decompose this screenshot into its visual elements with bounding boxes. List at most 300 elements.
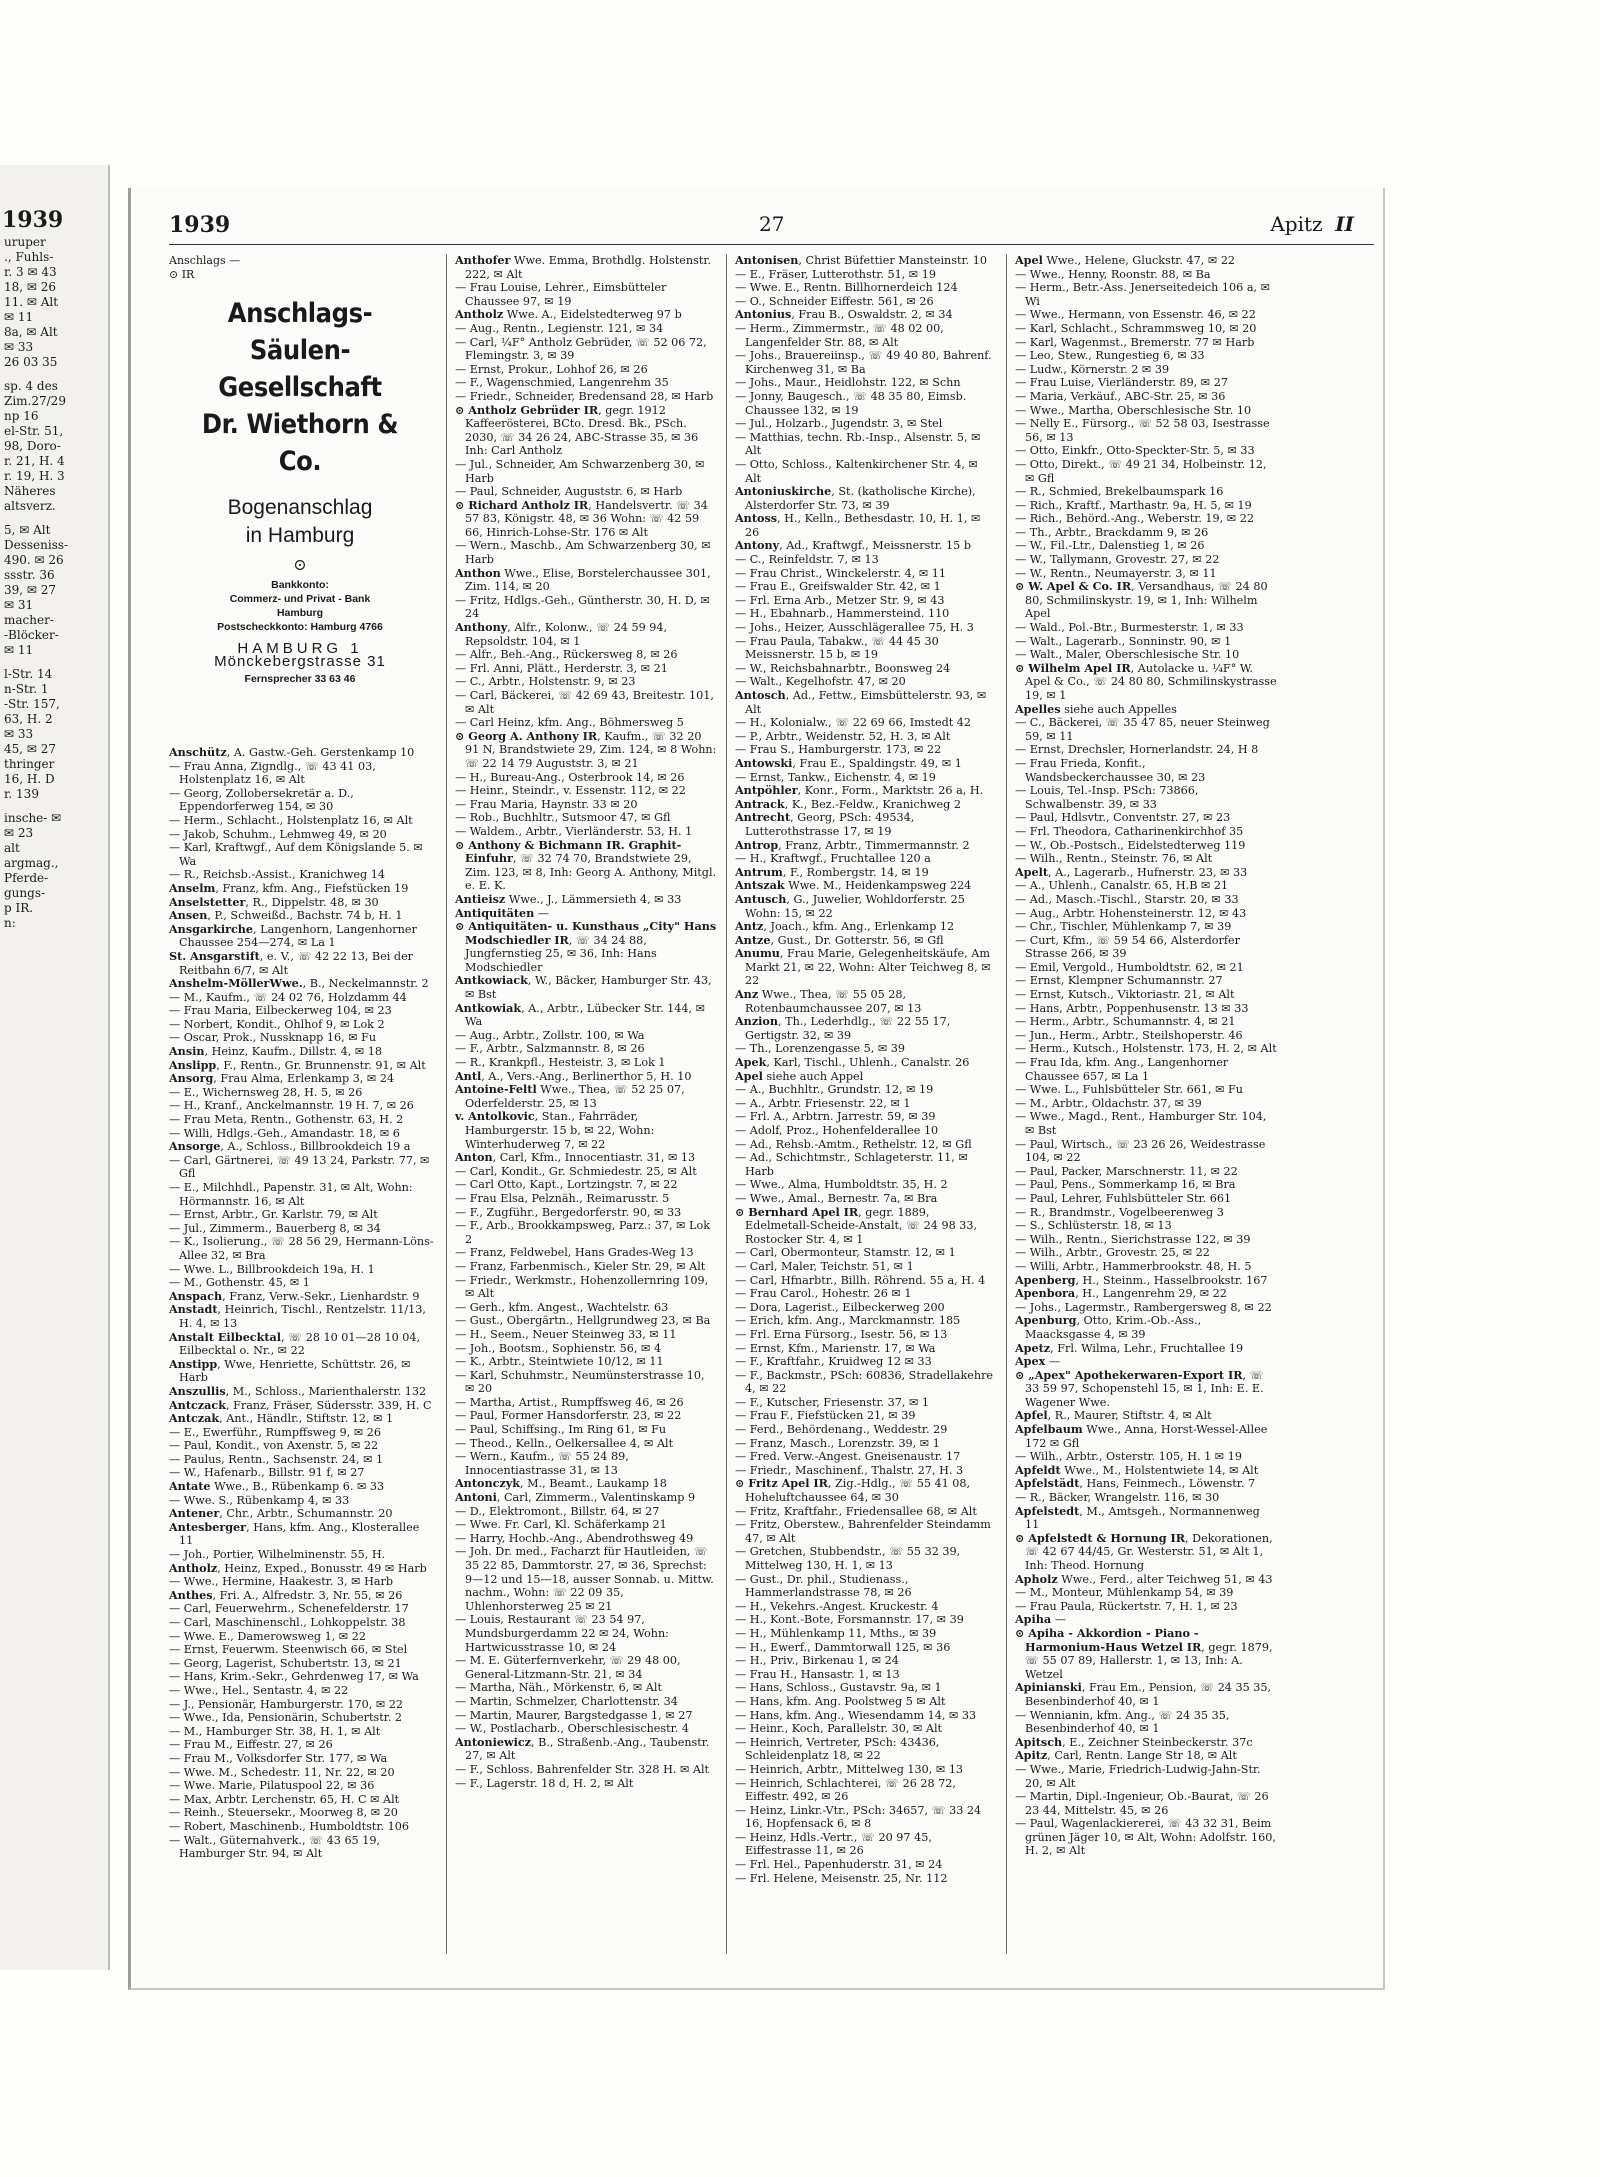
left-page-fragment: 39, ✉ 27 [4,583,57,597]
directory-entry: — Otto, Schloss., Kaltenkirchener Str. 4, ✉ Alt [735,457,978,485]
directory-entry: — Paul, Hdlsvtr., Conventstr. 27, ✉ 23 [1015,811,1231,825]
directory-entry: — Heinz, Linkr.-Vtr., PSch: 34657, ☏ 33 24 16, Hopfensack 6, ✉ 8 [735,1803,982,1831]
directory-entry: Ansen, P., Schweißd., Bachstr. 74 b, H. 1 [169,908,403,923]
left-page-fragment: macher- [4,613,54,627]
ad-subtitle [169,494,431,550]
directory-entry: — Carl, Bäckerei, ☏ 42 69 43, Breitestr. 101, ✉ Alt [455,689,714,716]
directory-entry: — Hans, kfm. Ang., Wiesendamm 14, ✉ 33 [735,1708,977,1722]
directory-entry: v. Antolkovic, Stan., Fahrräder, Hamburgerstr. 15 b, ✉ 22, Wohn: Winterhuderweg 7, ✉ 22 [455,1109,655,1151]
directory-entry: — Johs., Maur., Heidlohstr. 122, ✉ Schn [735,376,961,390]
directory-entry: — Wwe. L., Fuhlsbütteler Str. 661, ✉ Fu [1015,1083,1243,1097]
directory-entry: — K., Arbtr., Steintwiete 10/12, ✉ 11 [455,1355,664,1369]
left-page-fragment: alt [4,841,20,855]
directory-entry: — C., Reinfeldstr. 7, ✉ 13 [735,553,879,567]
directory-entry: — R., Schmied, Brekelbaumspark 16 [1015,485,1224,499]
directory-entry: Anzion, Th., Lederhdlg., ☏ 22 55 17, Gertigstr. 32, ✉ 39 [735,1014,951,1042]
directory-entry: Apfelbaum Wwe., Anna, Horst-Wessel-Allee 172 ✉ Gfl [1015,1422,1268,1450]
directory-entry: — H., Priv., Birkenau 1, ✉ 24 [735,1654,899,1668]
directory-entry: — W., Postlacharb., Oberschlesischestr. 4 [455,1722,690,1736]
directory-entry: — Herm., Betr.-Ass. Jenerseitedeich 106 a, ✉ Wi [1015,281,1271,308]
directory-entry: Apitsch, E., Zeichner Steinbeckerstr. 37c [1015,1734,1253,1749]
directory-entry: — Norbert, Kondit., Ohlhof 9, ✉ Lok 2 [169,1017,385,1031]
directory-entry: — H., Kranf., Anckelmannstr. 19 H. 7, ✉ 26 [169,1099,414,1113]
directory-entry: Apelles siehe auch Appelles [1015,701,1177,716]
directory-entry: — W., Rentn., Neumayerstr. 3, ✉ 11 [1015,566,1217,580]
directory-entry: — F., Zugführ., Bergedorferstr. 90, ✉ 33 [455,1205,682,1219]
directory-entry: Antoni, Carl, Zimmerm., Valentinskamp 9 [455,1490,696,1505]
directory-entry: — P., Arbtr., Weidenstr. 52, H. 3, ✉ Alt [735,729,951,743]
directory-entry: — Carl, Gärtnerei, ☏ 49 13 24, Parkstr. 77, ✉ Gfl [169,1153,430,1181]
directory-entry: — Frau E., Greifswalder Str. 42, ✉ 1 [735,580,941,594]
left-page-fragment: n: [4,916,16,930]
directory-entry: — Paul, Wirtsch., ☏ 23 26 26, Weidestrasse 104, ✉ 22 [1015,1137,1266,1165]
left-page-fragment: Desseniss- [4,538,69,552]
directory-entry: Antesberger, Hans, kfm. Ang., Klosterallee 11 [169,1519,420,1548]
directory-entry: — Wilh., Rentn., Steinstr. 76, ✉ Alt [1015,852,1213,866]
directory-entry: Antosch, Ad., Fettw., Eimsbüttelerstr. 93, ✉ Alt [735,688,987,716]
directory-entry: — Otto, Direkt., ☏ 49 21 34, Holbeinstr. 12, ✉ Gfl [1015,457,1267,485]
directory-entry: Antczak, Ant., Händlr., Stiftstr. 12, ✉ 1 [169,1411,394,1426]
directory-entry: — Dora, Lagerist., Eilbeckerweg 200 [735,1300,945,1314]
directory-entry: — Ernst, Tankw., Eichenstr. 4, ✉ 19 [735,770,936,784]
directory-entry: — Frau Meta, Rentn., Gothenstr. 63, H. 2 [169,1113,404,1127]
directory-entry: — Franz, Masch., Lorenzstr. 39, ✉ 1 [735,1436,940,1450]
directory-entry: — Wern., Maschb., Am Schwarzenberg 30, ✉ Harb [455,539,711,567]
directory-entry: — Oscar, Prok., Nussknapp 16, ✉ Fu [169,1031,377,1045]
directory-entry: — Frau H., Hansastr. 1, ✉ 13 [735,1667,900,1681]
directory-entry: — Nelly E., Fürsorg., ☏ 52 58 03, Isestrasse 56, ✉ 13 [1015,417,1270,444]
directory-entry: — F., Arb., Brookkampsweg, Parz.: 37, ✉ Lok 2 [455,1219,710,1246]
directory-entry: — Max, Arbtr. Lerchenstr. 65, H. C ✉ Alt [169,1792,400,1806]
left-page-fragment: gungs- [4,886,46,900]
directory-entry: — D., Elektromont., Billstr. 64, ✉ 27 [455,1504,660,1518]
directory-entry: — Hans, Arbtr., Poppenhusenstr. 13 ✉ 33 [1015,1001,1249,1015]
directory-entry: Antrack, K., Bez.-Feldw., Kranichweg 2 [735,796,962,811]
directory-entry: — Fred. Verw.-Angest. Gneisenaustr. 17 [735,1450,961,1464]
ad-title [182,295,418,480]
left-page-fragment: -Str. 157, [4,697,60,711]
left-page-fragment: r. 19, H. 3 [4,469,65,483]
directory-entry: ⊙ W. Apel & Co. IR, Versandhaus, ☏ 24 80 80, Schmilinskystr. 19, ✉ 1, Inh: Wilhelm Apel [1015,579,1268,621]
directory-entry: St. Ansgarstift, e. V., ☏ 42 22 13, Bei der Reitbahn 6/7, ✉ Alt [169,948,414,977]
directory-entry: — Frau Anna, Zigndlg., ☏ 43 41 03, Holstenplatz 16, ✉ Alt [169,759,376,787]
left-page-fragment: Pferde- [4,871,49,885]
directory-entry: — Otto, Einkfr., Otto-Speckter-Str. 5, ✉ 33 [1015,444,1255,458]
directory-entry: — Th., Lorenzengasse 5, ✉ 39 [735,1042,906,1056]
directory-entry: — H., Bureau-Ang., Osterbrook 14, ✉ 26 [455,770,685,784]
directory-entry: — Matthias, techn. Rb.-Insp., Alsenstr. 5, ✉ Alt [735,430,981,458]
directory-entry: — E., Milchhdl., Papenstr. 31, ✉ Alt, Wohn: Hörmannstr. 16, ✉ Alt [169,1181,413,1208]
directory-entry: — Heinr., Steindr., v. Essenstr. 112, ✉ 22 [455,784,686,798]
directory-entry: — Paulus, Rentn., Sachsenstr. 24, ✉ 1 [169,1452,384,1466]
directory-entry: Antieisz Wwe., J., Lämmersieth 4, ✉ 33 [455,891,682,906]
directory-entry: — F., Arbtr., Salzmannstr. 8, ✉ 26 [455,1042,645,1056]
directory-entry: — F., Kraftfahr., Kruidweg 12 ✉ 33 [735,1355,932,1369]
directory-entry: — Gretchen, Stubbendstr., ☏ 55 32 39, Mittelweg 130, H. 1, ✉ 13 [735,1545,961,1572]
left-page-fragment: el-Str. 51, [4,424,64,438]
directory-entry: — Wennianin, kfm. Ang., ☏ 24 35 35, Besenbinderhof 40, ✉ 1 [1015,1708,1230,1736]
running-head-name: Apitz [1270,212,1323,236]
ad-title-line: Gesellschaft [218,372,382,404]
left-page-fragment: 8a, ✉ Alt [4,325,58,339]
left-page-fragment: 5, ✉ Alt [4,523,51,537]
directory-entry: Ansorge, A., Schloss., Billbrookdeich 19 a [169,1139,411,1154]
directory-entry: — Paul, Schiffsing., Im Ring 61, ✉ Fu [455,1423,667,1437]
directory-entry: — Ernst, Arbtr., Gr. Karlstr. 79, ✉ Alt [169,1208,378,1222]
running-head-page: II [1335,212,1354,236]
directory-entry: — Ernst, Kutsch., Viktoriastr. 21, ✉ Alt [1015,988,1235,1002]
advertisement-box [169,254,431,734]
directory-entry: Antonczyk, M., Beamt., Laukamp 18 [455,1476,667,1491]
directory-entry: — Alfr., Beh.-Ang., Rückersweg 8, ✉ 26 [455,648,678,662]
directory-entry: — Karl, Schlacht., Schrammsweg 10, ✉ 20 [1015,321,1257,335]
directory-entry: — Wern., Kaufm., ☏ 55 24 89, Innocentiastrasse 31, ✉ 13 [455,1450,629,1477]
directory-entry: — Frau Christ., Winckelerstr. 4, ✉ 11 [735,566,947,580]
directory-entry: — Jul., Schneider, Am Schwarzenberg 30, ✉ Harb [455,457,705,485]
directory-entry: Antl, A., Vers.-Ang., Berlinerthor 5, H. 10 [455,1068,692,1083]
directory-entry: — Wwe., Alma, Humboldtstr. 35, H. 2 [735,1178,948,1192]
left-page-fragment: ✉ 11 [4,643,34,657]
directory-entry: — M. E. Güterfernverkehr, ☏ 29 48 00, General-Litzmann-Str. 21, ✉ 34 [455,1654,681,1681]
directory-entry: — A., Uhlenh., Canalstr. 65, H.B ✉ 21 [1015,879,1229,893]
directory-entry: — Adolf, Proz., Hohenfelderallee 10 [735,1124,939,1137]
directory-entry: — Carl, ¼F° Antholz Gebrüder, ☏ 52 06 72, Flemingstr. 3, ✉ 39 [455,335,707,363]
ad-city: HAMBURG 1 [237,639,363,657]
directory-entry: — Herm., Zimmermstr., ☏ 48 02 00, Langenfelder Str. 88, ✉ Alt [735,321,944,349]
directory-entry: — K., Isolierung., ☏ 28 56 29, Hermann-Löns-Allee 32, ✉ Bra [169,1235,434,1262]
directory-entry: Antrop, Franz, Arbtr., Timmermannstr. 2 [735,837,970,852]
directory-entry: Anthofer Wwe. Emma, Brothdlg. Holstenstr. 222, ✉ Alt [455,254,711,281]
directory-entry: Antholz, Heinz, Exped., Bonusstr. 49 ✉ Harb [169,1560,427,1575]
directory-entry: — Joh., Bootsm., Sophienstr. 56, ✉ 4 [455,1341,662,1355]
directory-entry: Ansorg, Frau Alma, Erlenkamp 3, ✉ 24 [169,1071,395,1086]
directory-entry: — Paul, Schneider, Auguststr. 6, ✉ Harb [455,485,683,499]
directory-entry: Antkowiak, A., Arbtr., Lübecker Str. 144, ✉ Wa [455,1000,706,1029]
left-page-fragment: 63, H. 2 [4,712,53,726]
directory-entry: ⊙ Apfelstedt & Hornung IR, Dekorationen, ☏ 42 67 44/45, Gr. Westerstr. 51, ✉ Alt 1, Inh: Theod. Hornung [1015,1530,1273,1572]
left-page-fragment: ✉ 11 [4,310,34,324]
ad-top-label: Anschlags — [169,254,241,267]
directory-entry: — Walt., Maler, Oberschlesische Str. 10 [1015,648,1240,662]
directory-entry: — H., Ewerf., Dammtorwall 125, ✉ 36 [735,1640,951,1654]
directory-entry: — M., Arbtr., Oldachstr. 37, ✉ 39 [1015,1096,1202,1110]
directory-entry: — Gust., Dr. phil., Studienass., Hammerlandstrasse 78, ✉ 26 [735,1572,912,1600]
directory-entry: — Paul, Pens., Sommerkamp 16, ✉ Bra [1015,1178,1236,1192]
directory-entry: Anshelm-MöllerWwe., B., Neckelmannstr. 2 [169,976,429,991]
ad-bank-line: Postscheckkonto: Hamburg 4766 [217,620,383,633]
directory-entry: — Friedr., Schneider, Bredensand 28, ✉ Harb [455,389,714,403]
directory-entry: Antoss, H., Kelln., Bethesdastr. 10, H. 1, ✉ 26 [735,511,981,539]
directory-entry: — Johs., Lagermstr., Rambergersweg 8, ✉ 22 [1015,1300,1272,1314]
directory-entry: — Ad., Rehsb.-Amtm., Rethelstr. 12, ✉ Gfl [735,1137,972,1151]
ad-title-line: Dr. Wiethorn & Co. [201,409,399,478]
directory-entry: — Theod., Kelln., Oelkersallee 4, ✉ Alt [455,1436,674,1450]
left-page-fragment: ✉ 33 [4,340,34,354]
directory-entry: — Carl, Feuerwehrm., Schenefelderstr. 17 [169,1602,409,1616]
directory-entry: — Wilh., Arbtr., Grovestr. 25, ✉ 22 [1015,1246,1210,1260]
directory-entry: — Frau F., Fiefstücken 21, ✉ 39 [735,1409,916,1423]
directory-entry: — Carl, Maschinenschl., Lohkoppelstr. 38 [169,1616,406,1629]
page-year: 1939 [169,212,231,238]
directory-entry: Anthony, Alfr., Kolonw., ☏ 24 59 94, Repsoldstr. 104, ✉ 1 [455,620,668,648]
directory-entry: — Johs., Brauereiinsp., ☏ 49 40 80, Bahrenf. Kirchenweg 31, ✉ Ba [735,349,992,376]
directory-entry: Antszak Wwe. M., Heidenkampsweg 224 [735,878,972,893]
directory-entry: ⊙ Fritz Apel IR, Zig.-Hdlg., ☏ 55 41 08, Hoheluftchaussee 64, ✉ 30 [735,1476,971,1505]
directory-entry: — F., Lagerstr. 18 d, H. 2, ✉ Alt [455,1776,634,1790]
directory-entry: Antholz Wwe. A., Eidelstedterweg 97 b [455,307,682,322]
directory-entry: — Friedr., Maschinenf., Thalstr. 27, H. 3 [735,1463,964,1477]
directory-entry: — Aug., Arbtr., Zollstr. 100, ✉ Wa [455,1028,645,1042]
directory-entry: — Frau Paula, Rückertstr. 7, H. 1, ✉ 23 [1015,1599,1238,1613]
directory-entry: Apetz, Frl. Wilma, Lehr., Fruchtallee 19 [1015,1340,1244,1355]
directory-entry: — Martha, Näh., Mörkenstr. 6, ✉ Alt [455,1681,662,1695]
directory-entry: — Hans, kfm. Ang. Poolstweg 5 ✉ Alt [735,1694,946,1708]
directory-entry: — Curt, Kfm., ☏ 59 54 66, Alsterdorfer Strasse 266, ✉ 39 [1015,933,1240,961]
ad-bank-line: Bankkonto: [271,578,329,591]
directory-entry: — Ferd., Behördenang., Weddestr. 29 [735,1423,948,1437]
directory-entry: — C., Arbtr., Holstenstr. 9, ✉ 23 [455,675,636,689]
directory-entry: — Wwe. E., Damerowsweg 1, ✉ 22 [169,1629,366,1643]
directory-entry: — Frl. Theodora, Catharinenkirchhof 35 [1015,824,1244,838]
directory-entry: — Wwe. Marie, Pilatuspool 22, ✉ 36 [169,1779,375,1793]
directory-entry: Antonisen, Christ Büfettier Mansteinstr. 10 [735,254,987,267]
directory-entry: — Walt., Kegelhofstr. 47, ✉ 20 [735,675,906,689]
directory-entry: — Ernst, Feuerwm. Steenwisch 66, ✉ Stel [169,1643,408,1657]
directory-entry: — Wwe., Magd., Rent., Hamburger Str. 104, ✉ Bst [1015,1110,1267,1137]
directory-entry: — Ad., Schichtmstr., Schlageterstr. 11, ✉ Harb [735,1151,968,1178]
directory-entry: Apenberg, H., Steinm., Hasselbrookstr. 167 [1015,1272,1268,1287]
directory-entry: — Fritz, Oberstew., Bahrenfelder Steindamm 47, ✉ Alt [735,1518,991,1545]
directory-entry: — Frau M., Eiffestr. 27, ✉ 26 [169,1738,333,1752]
directory-entry: — Friedr., Werkmstr., Hohenzollernring 109, ✉ Alt [455,1273,709,1301]
directory-entry: — M., Monteur, Mühlenkamp 54, ✉ 39 [1015,1586,1234,1600]
left-page-fragment: uruper [4,235,46,249]
directory-entry: — Hans, Schloss., Gustavstr. 9a, ✉ 1 [735,1681,942,1695]
directory-entry: — Carl, Obermonteur, Stamstr. 12, ✉ 1 [735,1246,956,1260]
directory-entry: — Willi, Hdlgs.-Geh., Amandastr. 18, ✉ 6 [169,1126,400,1140]
directory-entry: — Ernst, Drechsler, Hornerlandstr. 24, H 8 [1015,743,1259,757]
directory-entry: — Aug., Rentn., Legienstr. 121, ✉ 34 [455,321,664,335]
directory-entry: — Wwe. S., Rübenkamp 4, ✉ 33 [169,1493,350,1507]
directory-entry: — E., Wichernsweg 28, H. 5, ✉ 26 [169,1085,363,1099]
directory-entry: Anslipp, F., Rentn., Gr. Brunnenstr. 91, ✉ Alt [169,1057,426,1072]
directory-entry: ⊙ „Apex" Apothekerwaren-Export IR, ☏ 33 59 97, Schopenstehl 15, ✉ 1, Inh: E. E. Wagener Wwe. [1015,1367,1264,1409]
ad-street: Mönckebergstrasse 31 [214,653,386,671]
running-head [1270,212,1354,236]
page-header [169,212,1374,242]
directory-entry: Apek, Karl, Tischl., Uhlenh., Canalstr. 26 [735,1055,970,1070]
directory-entry: Apenbora, H., Langenrehm 29, ✉ 22 [1015,1286,1227,1301]
directory-entry: — Georg, Lagerist, Schubertstr. 13, ✉ 21 [169,1656,402,1670]
directory-entry: — Paul, Lehrer, Fuhlsbütteler Str. 661 [1015,1191,1232,1205]
directory-entry: — Wwe., Hermann, von Essenstr. 46, ✉ 22 [1015,308,1256,322]
directory-entry: ⊙ Georg A. Anthony IR, Kaufm., ☏ 32 20 91 N, Brandstwiete 29, Zim. 124, ✉ 8 Wohn: ☏ 22 14 79 Auguststr. 3, ✉ 21 [455,728,717,770]
directory-entry: Antoniewicz, B., Straßenb.-Ang., Taubenstr. 27, ✉ Alt [455,1734,710,1763]
directory-entry: — R., Krankpfl., Hesteistr. 3, ✉ Lok 1 [455,1056,666,1070]
directory-entry: — Fritz, Kraftfahr., Friedensallee 68, ✉ Alt [735,1504,977,1518]
directory-entry: — Ad., Masch.-Tischl., Starstr. 20, ✉ 33 [1015,892,1239,906]
directory-entry: — Jun., Herm., Arbtr., Steilshoperstr. 46 [1015,1028,1243,1042]
directory-entry: Antze, Gust., Dr. Gotterstr. 56, ✉ Gfl [735,932,944,947]
directory-entry: — Wwe., Hermine, Haakestr. 3, ✉ Harb [169,1575,394,1589]
left-page-fragment: ✉ 23 [4,826,34,840]
left-page-fragment: ., Fuhls- [4,250,54,264]
directory-entry: — Wwe., Martha, Oberschlesische Str. 10 [1015,403,1252,417]
directory-entry: — Emil, Vergold., Humboldtstr. 62, ✉ 21 [1015,960,1244,974]
left-page-fragment: argmag., [4,856,59,870]
directory-entry: — Th., Arbtr., Brackdamm 9, ✉ 26 [1015,525,1209,539]
directory-entry: Apinianski, Frau Em., Pension, ☏ 24 35 35, Besenbinderhof 40, ✉ 1 [1015,1680,1272,1708]
directory-entry: — E., Ewerführ., Rumpffsweg 9, ✉ 26 [169,1425,382,1439]
directory-entry: Anspach, Franz, Verw.-Sekr., Lienhardstr. 9 [169,1288,420,1303]
column-divider [726,254,727,1954]
ad-ring-icon: ⊙ [293,555,307,575]
column-2 [455,254,717,1964]
left-page-fragment: altsverz. [4,499,56,513]
column-divider [446,254,447,1954]
directory-entry: — E., Fräser, Lutterothstr. 51, ✉ 19 [735,267,936,281]
directory-entry: Antpöhler, Konr., Form., Marktstr. 26 a, H. [735,783,984,798]
left-page-fragment: r. 3 ✉ 43 [4,265,57,279]
directory-entry: Antusch, G., Juwelier, Wohldorferstr. 25 Wohn: 15, ✉ 22 [735,891,965,920]
ad-bank-line: Commerz- und Privat - Bank [229,592,371,605]
directory-entry: — Frau Paula, Tabakw., ☏ 44 45 30 Meissnerstr. 15 b, ✉ 19 [735,634,939,662]
directory-entry: Antrecht, Georg, PSch: 49534, Lutterothstrasse 17, ✉ 19 [735,810,915,838]
directory-entry: Antonius, Frau B., Oswaldstr. 2, ✉ 34 [735,307,953,322]
left-page-fragment: 45, ✉ 27 [4,742,57,756]
ad-bank-line: Hamburg [276,606,324,619]
ad-sub-line: Bogenanschlag [227,496,373,520]
directory-entry: — Paul, Kondit., von Axenstr. 5, ✉ 22 [169,1439,379,1453]
directory-entry: Antony, Ad., Kraftwgf., Meissnerstr. 15 b [735,538,971,553]
directory-entry: Anthes, Fri. A., Alfredstr. 3, Nr. 55, ✉ 26 [169,1587,403,1602]
ad-title-line: Anschlags-Säulen- [227,298,373,367]
directory-entry: ⊙ Antholz Gebrüder IR, gegr. 1912 Kaffeerösterei, BCto. Dresd. Bk., PSch. 2030, ☏ 34 26 24, ABC-Strasse 35, ✉ 36 Inh: Carl Antholz [455,402,699,458]
directory-entry: — Rob., Buchhltr., Sutsmoor 47, ✉ Gfl [455,811,671,825]
left-page-fragment: 11. ✉ Alt [4,295,59,309]
directory-entry: Apitz, Carl, Rentn. Lange Str 18, ✉ Alt [1015,1748,1237,1763]
directory-entry: Antowski, Frau E., Spaldingstr. 49, ✉ 1 [735,755,962,770]
directory-entry: — Joh. Dr. med., Facharzt für Hautleiden, ☏ 35 22 85, Dammtorstr. 27, ✉ 36, Sprechst: 9—12 und 15—18, ausser Sonnab. u. Mittw. nachm., Wohn: ☏ 22 09 35, Uhlenhorsterweg 25 ✉ 21 [455,1545,714,1613]
directory-entry: — Reinh., Steuersekr., Moorweg 8, ✉ 20 [169,1806,398,1820]
directory-entry: — Carl Heinz, kfm. Ang., Böhmersweg 5 [455,716,684,730]
directory-entry: — Frau Maria, Haynstr. 33 ✉ 20 [455,797,638,811]
ad-sub-line: in Hamburg [245,524,355,548]
directory-entry: — Karl, Wagenmst., Bremerstr. 77 ✉ Harb [1015,335,1255,349]
ad-marks: ⊙ IR [169,267,195,281]
left-page-fragment: 490. ✉ 26 [4,553,64,567]
directory-entry: — Waldem., Arbtr., Vierländerstr. 53, H. 1 [455,824,693,838]
directory-entry: — Frau Luise, Vierländerstr. 89, ✉ 27 [1015,376,1228,390]
directory-entry: — Walt., Güternahverk., ☏ 43 65 19, Hamburger Str. 94, ✉ Alt [169,1833,381,1861]
directory-entry: — Franz, Feldwebel, Hans Grades-Weg 13 [455,1246,694,1260]
directory-entry: — Frl. A., Arbtrn. Jarrestr. 59, ✉ 39 [735,1110,936,1124]
left-page-edge [0,165,110,1970]
directory-entry: — Wald., Pol.-Btr., Burmesterstr. 1, ✉ 33 [1015,621,1244,635]
directory-entry: — Wwe., Marie, Friedrich-Ludwig-Jahn-Str. 20, ✉ Alt [1015,1762,1261,1790]
directory-entry: Ansgarkirche, Langenhorn, Langenhorner Chaussee 254—274, ✉ La 1 [169,921,417,950]
directory-entry: Ansin, Heinz, Kaufm., Dillstr. 4, ✉ 18 [169,1044,382,1059]
directory-entry: — R., Bäcker, Wrangelstr. 116, ✉ 30 [1015,1491,1220,1505]
directory-entry: Apenburg, Otto, Krim.-Ob.-Ass., Maacksgasse 4, ✉ 39 [1015,1313,1202,1341]
directory-entry: — J., Pensionär, Hamburgerstr. 170, ✉ 22 [169,1697,404,1711]
directory-entry: — Frl. Hel., Papenhuderstr. 31, ✉ 24 [735,1858,943,1872]
directory-entry: Anselm, Franz, kfm. Ang., Fiefstücken 19 [169,880,409,895]
directory-entry: — Jul., Holzarb., Jugendstr. 3, ✉ Stel [735,417,943,431]
directory-entry: Anselstetter, R., Dippelstr. 48, ✉ 30 [169,894,379,909]
directory-entry: — Fritz, Hdlgs.-Geh., Güntherstr. 30, H. D, ✉ 24 [455,593,710,621]
left-page-fragment: Zim.27/29 [4,394,66,408]
directory-entry: Antoniuskirche, St. (katholische Kirche), Alsterdorfer Str. 73, ✉ 39 [735,484,976,512]
directory-entry: — Paul, Packer, Marschnerstr. 11, ✉ 22 [1015,1164,1238,1178]
left-page-fragment: sp. 4 des [4,379,58,393]
left-page-fragment: Näheres [4,484,56,498]
directory-entry: — Martin, Schmelzer, Charlottenstr. 34 [455,1694,678,1708]
column-3 [735,254,997,1964]
directory-entry: — Louis, Tel.-Insp. PSch: 73866, Schwalbenstr. 39, ✉ 33 [1015,784,1199,811]
directory-entry: — H., Seem., Neuer Steinweg 33, ✉ 11 [455,1327,677,1341]
directory-entry: — Wilh., Rentn., Sierichstrasse 122, ✉ 39 [1015,1232,1251,1246]
directory-entry: — Wwe. Fr. Carl, Kl. Schäferkamp 21 [455,1518,667,1532]
directory-entry: — Louis, Restaurant ☏ 23 54 97, Mundsburgerdamm 22 ✉ 24, Wohn: Hartwicusstrasse 10, ✉ 24 [455,1613,669,1654]
directory-entry: — Hans, Krim.-Sekr., Gehrdenweg 17, ✉ Wa [169,1670,419,1684]
directory-entry: — Rich., Kraftf., Marthastr. 9a, H. 5, ✉ 19 [1015,498,1252,512]
directory-entry: Apel Wwe., Helene, Gluckstr. 47, ✉ 22 [1015,254,1236,267]
directory-entry: Anstalt Eilbecktal, ☏ 28 10 01—28 10 04, Eilbecktal o. Nr., ✉ 22 [169,1329,421,1358]
directory-entry: — Ernst, Kfm., Marienstr. 17, ✉ Wa [735,1341,936,1355]
directory-entry: ⊙ Antiquitäten- u. Kunsthaus „City" Hans Modschiedler IR, ☏ 34 24 88, Jungfernstieg 25, ✉ 36, Inh: Hans Modschiedler [455,919,717,974]
directory-entry: — Carl, Hfnarbtr., Billh. Röhrend. 55 a, H. 4 [735,1273,986,1287]
directory-entry: — W., Fil.-Ltr., Dalenstieg 1, ✉ 26 [1015,539,1205,553]
directory-entry: — A., Arbtr. Friesenstr. 22, ✉ 1 [735,1096,911,1110]
ad-bank-details [169,578,431,634]
ad-phone: Fernsprecher 33 63 46 [244,672,356,685]
directory-entry: — H., Vekehrs.-Angest. Kruckestr. 4 [735,1599,939,1613]
directory-entry: Apiha — [1015,1612,1066,1627]
directory-entry: — Frau Ida, kfm. Ang., Langenhorner Chaussee 657, ✉ La 1 [1015,1056,1229,1083]
directory-entry: — Heinrich, Schlachterei, ☏ 26 28 72, Eiffestr. 492, ✉ 26 [735,1776,956,1804]
directory-entry: Antrum, F., Rombergstr. 14, ✉ 19 [735,864,929,879]
left-page-fragment: ✉ 31 [4,598,34,612]
directory-entry: — W., Reichsbahnarbtr., Boonsweg 24 [735,661,951,675]
directory-entry: — H., Kont.-Bote, Forsmannstr. 17, ✉ 39 [735,1613,964,1627]
directory-entry: — Wwe., Hel., Sentastr. 4, ✉ 22 [169,1683,349,1697]
directory-entry: ⊙ Richard Antholz IR, Handelsvertr. ☏ 34 57 83, Königstr. 48, ✉ 36 Wohn: ☏ 42 59 66, Hinrich-Lohse-Str. 176 ✉ Alt [455,497,708,539]
left-page-fragment: insche- ✉ [4,811,62,825]
column-divider [1006,254,1007,1954]
directory-entry: — Herm., Schlacht., Holstenplatz 16, ✉ Alt [169,813,413,827]
directory-entry: — Jakob, Schuhm., Lehmweg 49, ✉ 20 [169,827,387,841]
directory-entry: — Carl Otto, Kapt., Lortzingstr. 7, ✉ 22 [455,1178,678,1192]
directory-entry: — W., Ob.-Postsch., Eidelstedterweg 119 [1015,838,1246,852]
directory-entry: — Ludw., Körnerstr. 2 ✉ 39 [1015,362,1170,376]
directory-entry: Anstipp, Wwe, Henriette, Schüttstr. 26, ✉ Harb [169,1356,411,1385]
directory-entry: Anstadt, Heinrich, Tischl., Rentzelstr. 11/13, H. 4, ✉ 13 [169,1302,426,1330]
directory-entry: — H., Kolonialw., ☏ 22 69 66, Imstedt 42 [735,716,972,730]
directory-entry: — R., Brandmstr., Vogelbeerenweg 3 [1015,1205,1224,1219]
left-page-fragment: 98, Doro- [4,439,61,453]
directory-entry: — Paul, Former Hansdorferstr. 23, ✉ 22 [455,1409,682,1423]
page-number: 27 [759,212,785,236]
directory-entry: Apelt, A., Lagerarb., Hufnerstr. 23, ✉ 33 [1015,864,1248,879]
directory-entry: — Paul, Wagenlackiererei, ☏ 43 32 31, Beim grünen Jäger 10, ✉ Alt, Wohn: Adolfstr. 160, H. 2, ✉ Alt [1015,1817,1276,1858]
directory-entry: Antiquitäten — [455,905,550,920]
directory-entry: — Aug., Arbtr. Hohensteinerstr. 12, ✉ 43 [1015,906,1247,920]
directory-entry: — Frl. Anni, Plätt., Herderstr. 3, ✉ 21 [455,661,668,675]
directory-entry: — Wwe., Henny, Roonstr. 88, ✉ Ba [1015,267,1211,281]
directory-entry: — R., Reichsb.-Assist., Kranichweg 14 [169,868,385,882]
column-4 [1015,254,1277,1964]
